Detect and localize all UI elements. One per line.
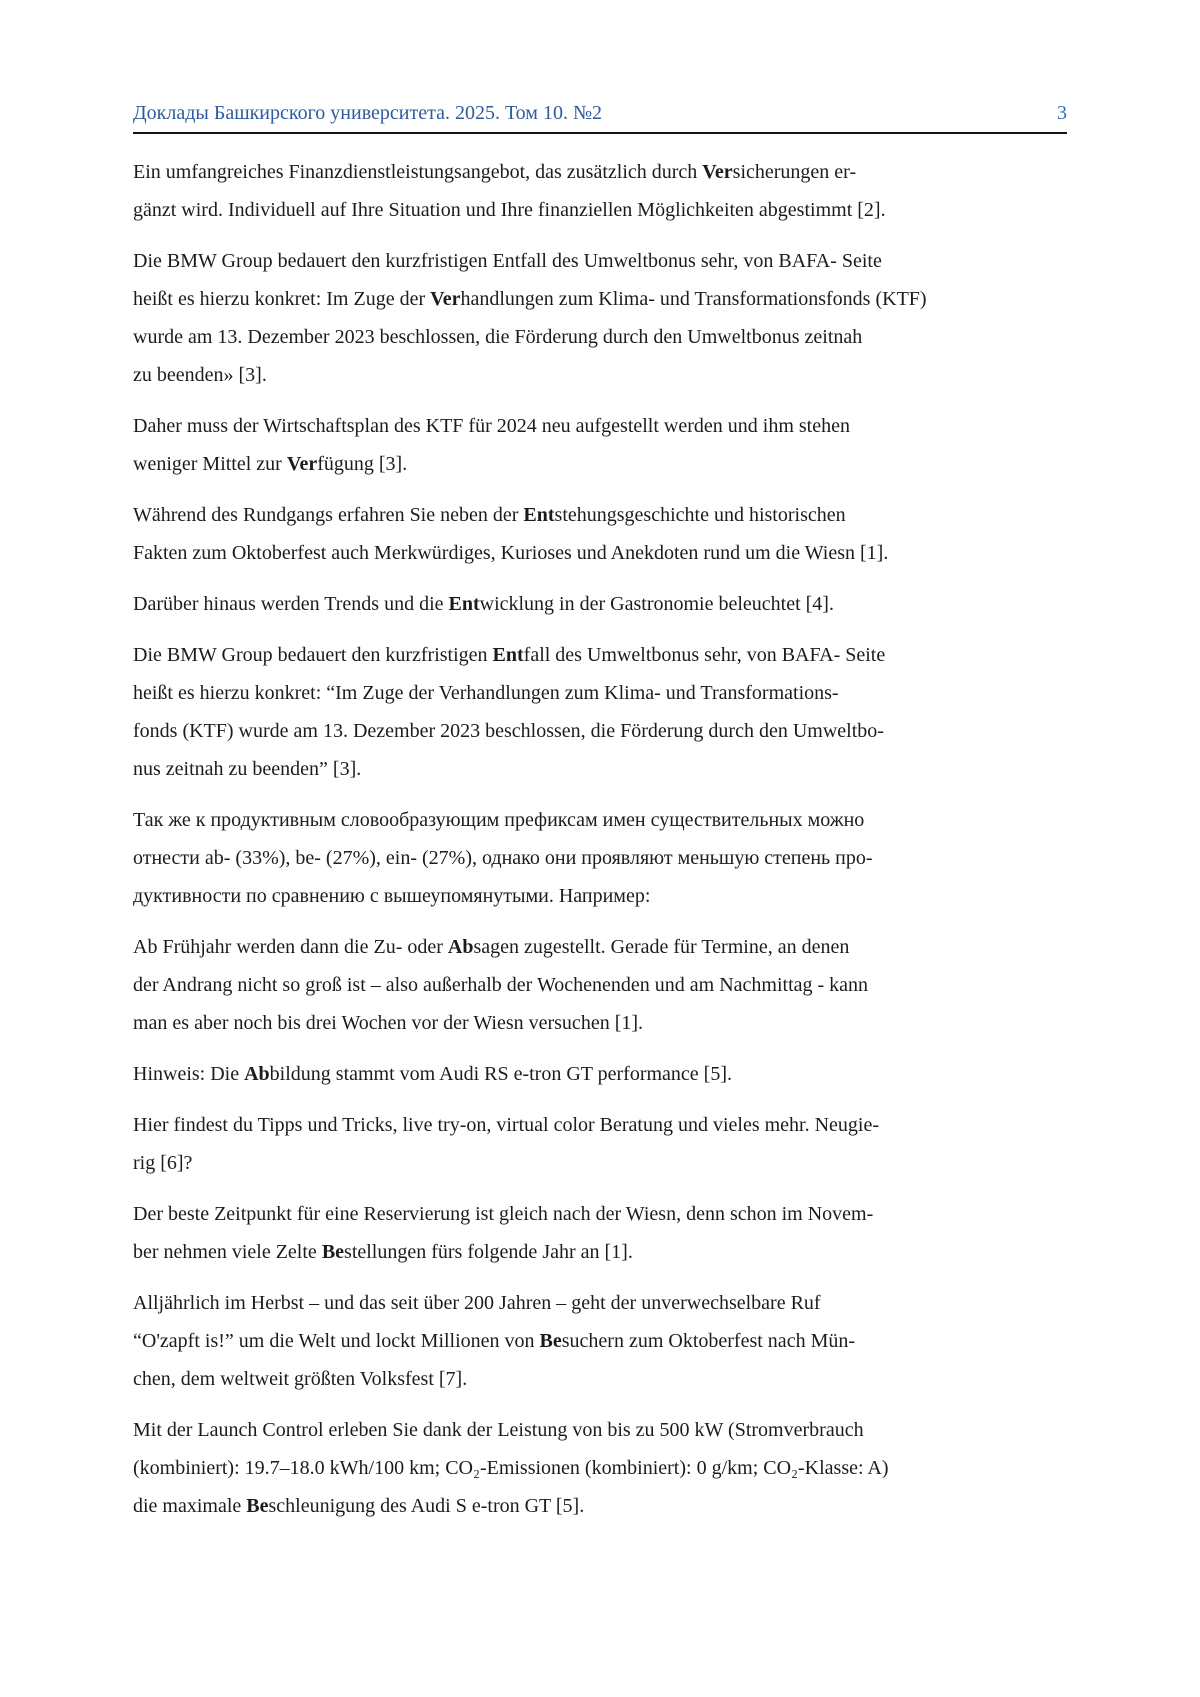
- paragraph: [133, 1055, 1067, 1093]
- text-line: [133, 674, 1067, 712]
- text-line: [133, 280, 1067, 318]
- text-run: sicherungen er-: [732, 161, 857, 183]
- bold-prefix: Ab: [447, 936, 474, 958]
- text-run: Darüber hinaus werden Trends und die: [133, 593, 449, 615]
- text-run: ber nehmen viele Zelte: [133, 1241, 322, 1263]
- running-header: [133, 102, 1067, 134]
- journal-header-title: Доклады Башкирского университета. 2025. Том 10. №2: [133, 102, 603, 124]
- bold-prefix: Ver: [286, 453, 318, 475]
- text-line: [133, 1195, 1067, 1233]
- text-run: Mit der Launch Control erleben Sie dank der Leistung von bis zu 500 kW (Stromverbrauch: [133, 1419, 864, 1441]
- text-line: [133, 242, 1067, 280]
- text-line: [133, 1411, 1067, 1449]
- text-run: stehungsgeschichte und historischen: [554, 504, 846, 526]
- text-run: отнести ab- (33%), be- (27%), ein- (27%), однако они проявляют меньшую степень про-: [133, 847, 873, 869]
- text-line: [133, 1360, 1067, 1398]
- text-line: [133, 1487, 1067, 1525]
- text-run: schleunigung des Audi S e-tron GT [5].: [268, 1495, 585, 1517]
- text-line: [133, 585, 1067, 623]
- paragraph: [133, 1195, 1067, 1271]
- text-run: Ein umfangreiches Finanzdienstleistungsangebot, das zusätzlich durch: [133, 161, 703, 183]
- paragraph: [133, 1411, 1067, 1525]
- text-run: die maximale: [133, 1495, 247, 1517]
- text-run: wicklung in der Gastronomie beleuchtet [4].: [479, 593, 834, 615]
- text-run: fügung [3].: [317, 453, 408, 475]
- text-run: handlungen zum Klima- und Transformationsfonds (KTF): [460, 288, 927, 310]
- text-line: [133, 534, 1067, 572]
- text-run: bildung stammt vom Audi RS e-tron GT performance [5].: [269, 1063, 733, 1085]
- text-run: Fakten zum Oktoberfest auch Merkwürdiges, Kurioses und Anekdoten rund um die Wiesn [1].: [133, 542, 889, 564]
- text-run: man es aber noch bis drei Wochen vor der Wiesn versuchen [1].: [133, 1012, 644, 1034]
- text-line: [133, 928, 1067, 966]
- text-line: [133, 877, 1067, 915]
- text-run: wurde am 13. Dezember 2023 beschlossen, die Förderung durch den Umweltbonus zeitnah: [133, 326, 863, 348]
- text-line: [133, 496, 1067, 534]
- text-line: [133, 318, 1067, 356]
- text-line: [133, 153, 1067, 191]
- text-line: [133, 356, 1067, 394]
- text-run: fonds (KTF) wurde am 13. Dezember 2023 beschlossen, die Förderung durch den Umweltbo-: [133, 720, 884, 742]
- text-run: Hier findest du Tipps und Tricks, live try-on, virtual color Beratung und vieles mehr. Neugie-: [133, 1114, 880, 1136]
- paragraph: [133, 928, 1067, 1042]
- text-run: chen, dem weltweit größten Volksfest [7].: [133, 1368, 468, 1390]
- text-line: [133, 1322, 1067, 1360]
- text-run: Während des Rundgangs erfahren Sie neben der: [133, 504, 524, 526]
- bold-prefix: Ent: [523, 504, 555, 526]
- text-run: fall des Umweltbonus sehr, von BAFA- Seite: [523, 644, 886, 666]
- bold-prefix: Ver: [702, 161, 733, 183]
- paragraph: [133, 1284, 1067, 1398]
- text-run: Der beste Zeitpunkt für eine Reservierung ist gleich nach der Wiesn, denn schon im Novem-: [133, 1203, 874, 1225]
- bold-prefix: Be: [246, 1495, 269, 1517]
- text-line: [133, 1004, 1067, 1042]
- text-line: [133, 712, 1067, 750]
- text-run: Daher muss der Wirtschaftsplan des KTF für 2024 neu aufgestellt werden und ihm stehen: [133, 415, 850, 437]
- text-line: [133, 1449, 1067, 1487]
- paragraph: [133, 801, 1067, 915]
- text-line: [133, 191, 1067, 229]
- text-run: stellungen fürs folgende Jahr an [1].: [344, 1241, 633, 1263]
- paragraph: [133, 585, 1067, 623]
- text-run: weniger Mittel zur: [133, 453, 287, 475]
- paragraph: [133, 407, 1067, 483]
- text-line: [133, 1144, 1067, 1182]
- bold-prefix: Be: [321, 1241, 345, 1263]
- text-run: Hinweis: Die: [133, 1063, 245, 1085]
- text-run: der Andrang nicht so groß ist – also außerhalb der Wochenenden und am Nachmittag - kann: [133, 974, 869, 996]
- text-line: [133, 839, 1067, 877]
- text-line: [133, 966, 1067, 1004]
- text-run: heißt es hierzu konkret: “Im Zuge der Verhandlungen zum Klima- und Transformations-: [133, 682, 839, 704]
- bold-prefix: Ab: [244, 1063, 270, 1085]
- bold-prefix: Be: [539, 1330, 562, 1352]
- text-run: Ab Frühjahr werden dann die Zu- oder: [133, 936, 448, 958]
- text-run: Die BMW Group bedauert den kurzfristigen: [133, 644, 493, 666]
- text-line: [133, 801, 1067, 839]
- text-line: [133, 1284, 1067, 1322]
- paragraph: [133, 496, 1067, 572]
- text-run: heißt es hierzu konkret: Im Zuge der: [133, 288, 431, 310]
- paragraph: [133, 242, 1067, 394]
- paragraph: [133, 153, 1067, 229]
- bold-prefix: Ent: [492, 644, 524, 666]
- text-run: suchern zum Oktoberfest nach Mün-: [561, 1330, 856, 1352]
- bold-prefix: Ver: [430, 288, 461, 310]
- text-line: [133, 445, 1067, 483]
- text-run: Alljährlich im Herbst – und das seit über 200 Jahren – geht der unverwechselbare Ruf: [133, 1292, 821, 1314]
- text-line: [133, 1233, 1067, 1271]
- document-body: [133, 134, 1067, 1525]
- paragraph: [133, 1106, 1067, 1182]
- text-run: Die BMW Group bedauert den kurzfristigen Entfall des Umweltbonus sehr, von BAFA- Seite: [133, 250, 882, 272]
- text-run: дуктивности по сравнению с вышеупомянутыми. Например:: [133, 885, 651, 907]
- paragraph: [133, 636, 1067, 788]
- text-line: [133, 750, 1067, 788]
- text-line: [133, 1106, 1067, 1144]
- text-run: zu beenden» [3].: [133, 364, 267, 386]
- text-run: (kombiniert): 19.7–18.0 kWh/100 km; CO₂-Emissionen (kombiniert): 0 g/km; CO₂-Klasse: A): [133, 1457, 889, 1479]
- text-run: “O'zapft is!” um die Welt und lockt Millionen von: [133, 1330, 540, 1352]
- text-run: Так же к продуктивным словообразующим префиксам имен существительных можно: [133, 809, 865, 831]
- text-run: rig [6]?: [133, 1152, 193, 1174]
- text-line: [133, 636, 1067, 674]
- text-line: [133, 407, 1067, 445]
- bold-prefix: Ent: [448, 593, 480, 615]
- text-run: sagen zugestellt. Gerade für Termine, an denen: [473, 936, 850, 958]
- text-line: [133, 1055, 1067, 1093]
- text-run: gänzt wird. Individuell auf Ihre Situation und Ihre finanziellen Möglichkeiten abgestimmt [2].: [133, 199, 886, 221]
- page-number: 3: [1057, 102, 1067, 124]
- text-run: nus zeitnah zu beenden” [3].: [133, 758, 362, 780]
